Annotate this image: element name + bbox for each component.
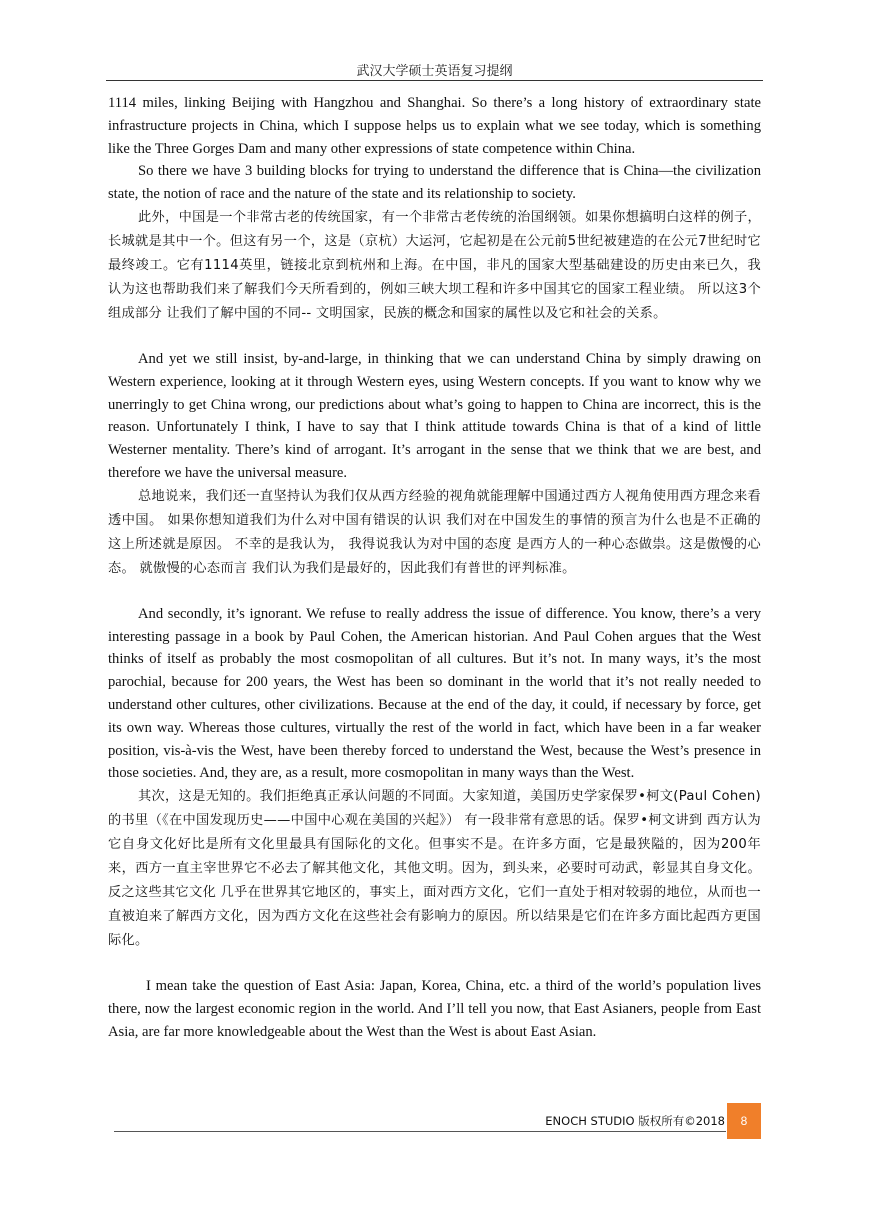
header-divider bbox=[106, 80, 763, 81]
paragraph-zh-ignorant: 其次，这是无知的。我们拒绝真正承认问题的不同面。大家知道，美国历史学家保罗•柯文(Paul Cohen)的书里（《在中国发现历史——中国中心观在美国的兴起》） 有一段非常有意思的话。保罗•柯文讲到 西方认为它自身文化好比是所有文化里最具有国际化的文化。但事实不是。在许多方面，它是最狭隘的，因为200年来，西方一直主宰世界它不必去了解其他文化，其他文明。因为，到头来，必要时可动武，彰显其自身文化。反之这些其它文化 几乎在世界其它地区的，事实上，面对西方文化，它们一直处于相对较弱的地位，从而也一直被迫来了解西方文化，因为西方文化在这些社会有影响力的原因。所以结果是它们在许多方面比起西方更国际化。 bbox=[108, 789, 761, 949]
paragraph-western-eyes: And yet we still insist, by-and-large, in thinking that we can understand China by simply drawing on Western experience, looking at it through Western eyes, using Western concepts. If you want to know why we unerringly to get China wrong, our predictions about what’s going to happen to China are incorrect, this is the reason. Unfortunately I think, I have to say that I think attitude towards China is that of a kind of little Westerner mentality. There’s kind of arrogant. It’s arrogant in the sense that we think that we are best, and therefore we have the universal measure. bbox=[108, 350, 761, 481]
footer-copyright: ENOCH STUDIO 版权所有©2018 bbox=[545, 1114, 725, 1128]
paragraph-east-asia: I mean take the question of East Asia: Japan, Korea, China, etc. a third of the world’s population lives there, now the largest economic region in the world. And I’ll tell you now, that East Asianers, people from East Asia, are far more knowledgeable about the West than the West is about East Asian. bbox=[108, 978, 761, 1040]
paragraph-gap bbox=[108, 581, 761, 603]
paragraph-building-blocks: So there we have 3 building blocks for trying to understand the difference that is China—the civilization state, the notion of race and the nature of the state and its relationship to society. bbox=[108, 163, 761, 203]
page-number-badge: 8 bbox=[727, 1103, 761, 1139]
footer-divider bbox=[114, 1131, 726, 1132]
page-header-title: 武汉大学硕士英语复习提纲 bbox=[356, 64, 513, 79]
paragraph-zh-canal: 此外，中国是一个非常古老的传统国家，有一个非常古老传统的治国纲领。如果你想搞明白这样的例子，长城就是其中一个。但这有另一个，这是（京杭）大运河，它起初是在公元前5世纪被建造的在公元7世纪时它最终竣工。它有1114英里，链接北京到杭州和上海。在中国，非凡的国家大型基础建设的历史由来已久，我认为这也帮助我们来了解我们今天所看到的，例如三峡大坝工程和许多中国其它的国家工程业绩。 所以这3个组成部分 让我们了解中国的不同-- 文明国家，民族的概念和国家的属性以及它和社会的关系。 bbox=[108, 209, 761, 321]
paragraph-zh-western-eyes: 总地说来，我们还一直坚持认为我们仅从西方经验的视角就能理解中国通过西方人视角使用西方理念来看透中国。 如果你想知道我们为什么对中国有错误的认识 我们对在中国发生的事情的预言为什么也是不正确的这上所述就是原因。 不幸的是我认为， 我得说我认为对中国的态度 是西方人的一种心态做祟。这是傲慢的心态。 就傲慢的心态而言 我们认为我们是最好的，因此我们有普世的评判标准。 bbox=[108, 488, 761, 576]
document-body bbox=[108, 92, 761, 1044]
paragraph-gap bbox=[108, 326, 761, 348]
paragraph-ignorant: And secondly, it’s ignorant. We refuse to really address the issue of difference. You know, there’s a very interesting passage in a book by Paul Cohen, the American historian. And Paul Cohen argues that the West thinks of itself as probably the most cosmopolitan of all cultures. But it’s not. In many ways, it’s the most parochial, because for 200 years, the West has been so dominant in the world that it’s not really needed to understand other cultures, other civilizations. Because at the end of the day, it could, if necessary by force, get its own way. Whereas those cultures, virtually the rest of the world in fact, which have been in a far weaker position, vis-à-vis the West, have been thereby forced to understand the West, because the West’s presence in those societies. And, they are, as a result, more cosmopolitan in many ways than the West. bbox=[108, 605, 761, 782]
paragraph-gap bbox=[108, 953, 761, 975]
page-footer bbox=[114, 1103, 761, 1139]
paragraph-canal-history: 1114 miles, linking Beijing with Hangzhou and Shanghai. So there’s a long history of extraordinary state infrastructure projects in China, which I suppose helps us to explain what we see today, which is something like the Three Gorges Dam and many other expressions of state competence within China. bbox=[108, 95, 761, 157]
